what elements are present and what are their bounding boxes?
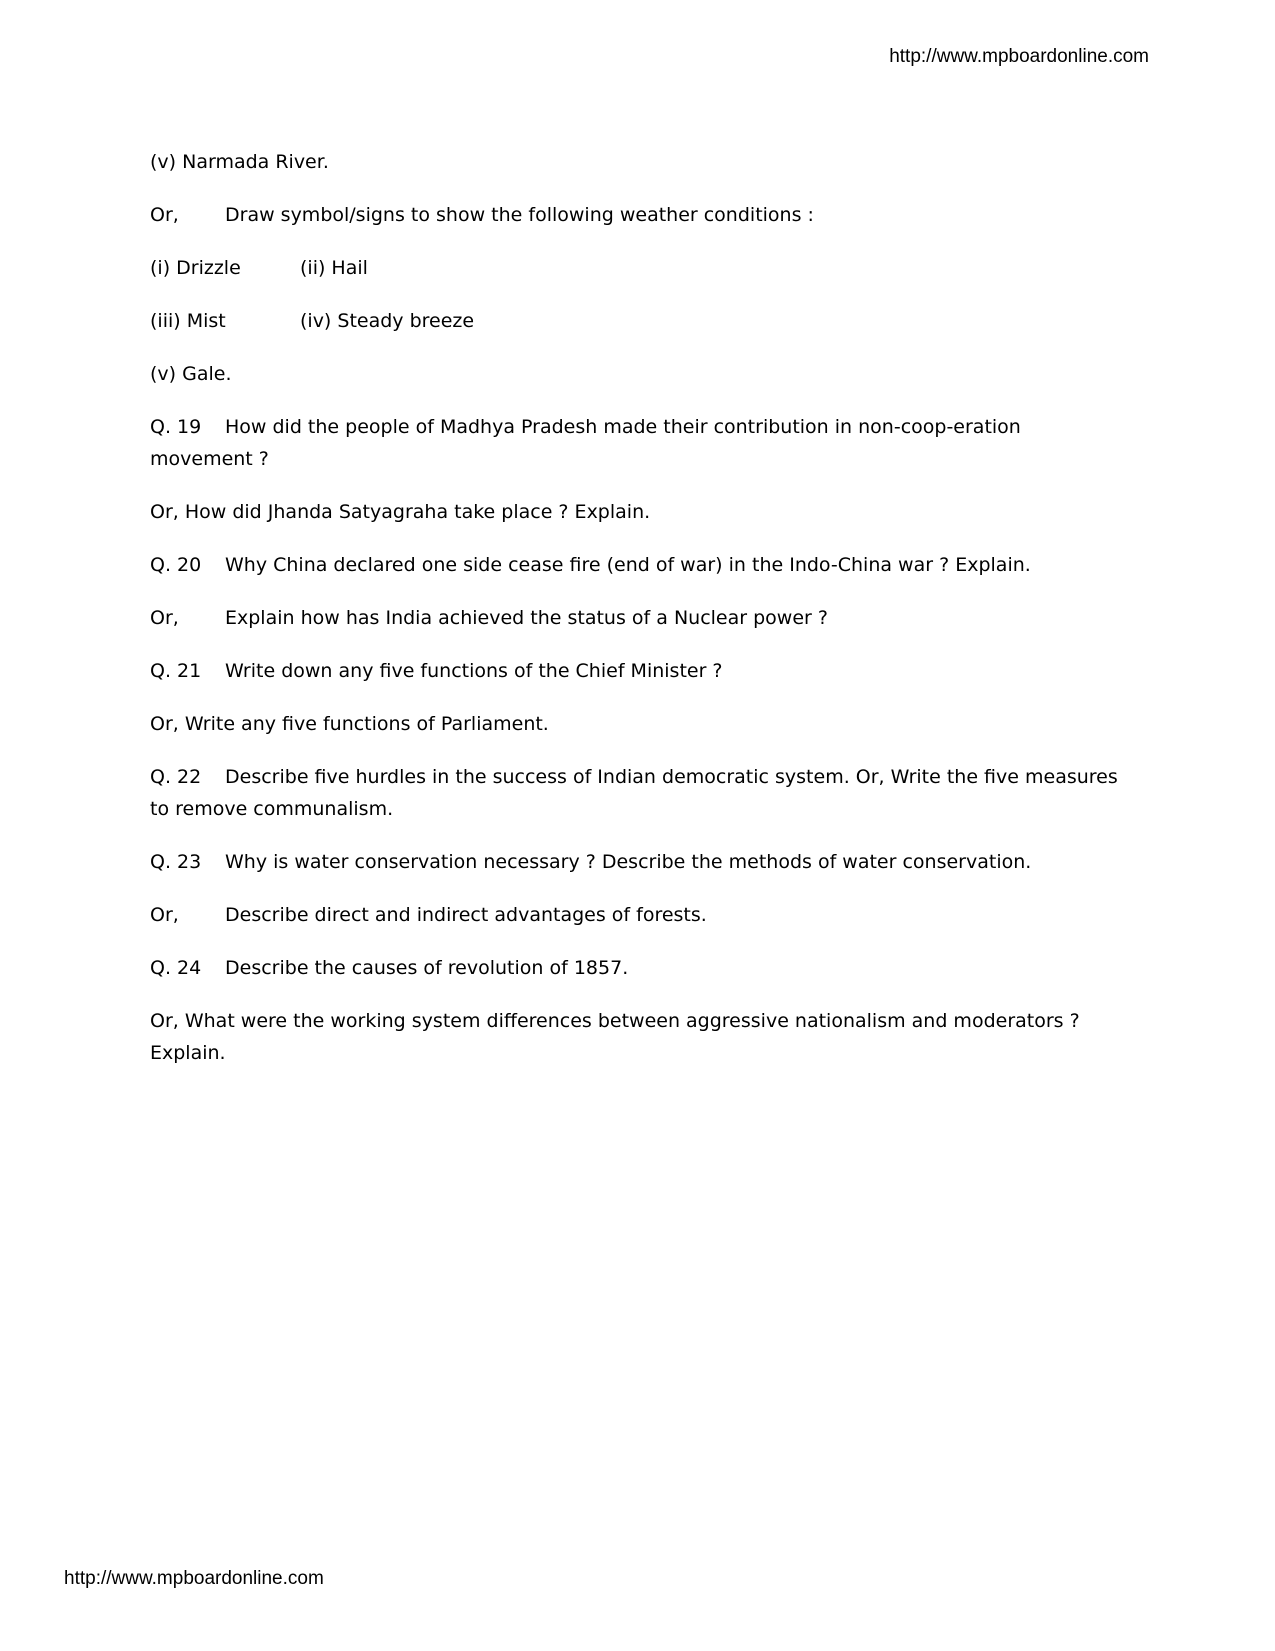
question-number: Q. 24 bbox=[150, 957, 202, 979]
question-19 bbox=[150, 411, 1125, 475]
question-text: Why China declared one side cease fire (end of war) in the Indo-China war ? Explain. bbox=[225, 554, 1031, 576]
weather-options-row-2 bbox=[150, 305, 1125, 337]
option-drizzle: (i) Drizzle bbox=[150, 257, 241, 279]
option-hail: (ii) Hail bbox=[300, 257, 368, 279]
question-24 bbox=[150, 952, 1125, 984]
question-19-or: Or, How did Jhanda Satyagraha take place ? Explain. bbox=[150, 501, 651, 523]
question-20 bbox=[150, 549, 1125, 581]
footer-url-link[interactable]: http://www.mpboardonline.com bbox=[64, 1568, 324, 1589]
or-label: Or, bbox=[150, 204, 179, 226]
header-url-link[interactable]: http://www.mpboardonline.com bbox=[889, 46, 1149, 67]
question-text: How did the people of Madhya Pradesh made their contribution in non-coop-eration movement ? bbox=[150, 416, 1021, 470]
question-22 bbox=[150, 761, 1125, 825]
question-text: Write down any five functions of the Chief Minister ? bbox=[225, 660, 723, 682]
document-body bbox=[150, 146, 1125, 1090]
question-23-or bbox=[150, 899, 1125, 931]
question-21-or: Or, Write any five functions of Parliament. bbox=[150, 713, 549, 735]
question-20-or bbox=[150, 602, 1125, 634]
question-number: Q. 21 bbox=[150, 660, 202, 682]
question-number: Q. 23 bbox=[150, 851, 202, 873]
question-number: Q. 20 bbox=[150, 554, 202, 576]
option-narmada: (v) Narmada River. bbox=[150, 151, 329, 173]
question-text: Describe direct and indirect advantages of forests. bbox=[225, 904, 707, 926]
option-mist: (iii) Mist bbox=[150, 310, 226, 332]
question-23 bbox=[150, 846, 1125, 878]
or-weather-question bbox=[150, 199, 1125, 231]
question-text: Describe the causes of revolution of 1857. bbox=[225, 957, 629, 979]
question-text: Explain how has India achieved the status of a Nuclear power ? bbox=[225, 607, 828, 629]
weather-options-row-1 bbox=[150, 252, 1125, 284]
or-label: Or, bbox=[150, 904, 179, 926]
question-text: Draw symbol/signs to show the following weather conditions : bbox=[225, 204, 814, 226]
question-24-or: Or, What were the working system differences between aggressive nationalism and moderators ? Explain. bbox=[150, 1010, 1080, 1064]
question-text: Why is water conservation necessary ? Describe the methods of water conservation. bbox=[225, 851, 1032, 873]
question-number: Q. 19 bbox=[150, 416, 202, 438]
option-breeze: (iv) Steady breeze bbox=[300, 310, 475, 332]
option-gale: (v) Gale. bbox=[150, 363, 232, 385]
or-label: Or, bbox=[150, 607, 179, 629]
question-number: Q. 22 bbox=[150, 766, 202, 788]
question-21 bbox=[150, 655, 1125, 687]
question-text: Describe five hurdles in the success of Indian democratic system. Or, Write the five measures to remove communalism. bbox=[150, 766, 1118, 820]
